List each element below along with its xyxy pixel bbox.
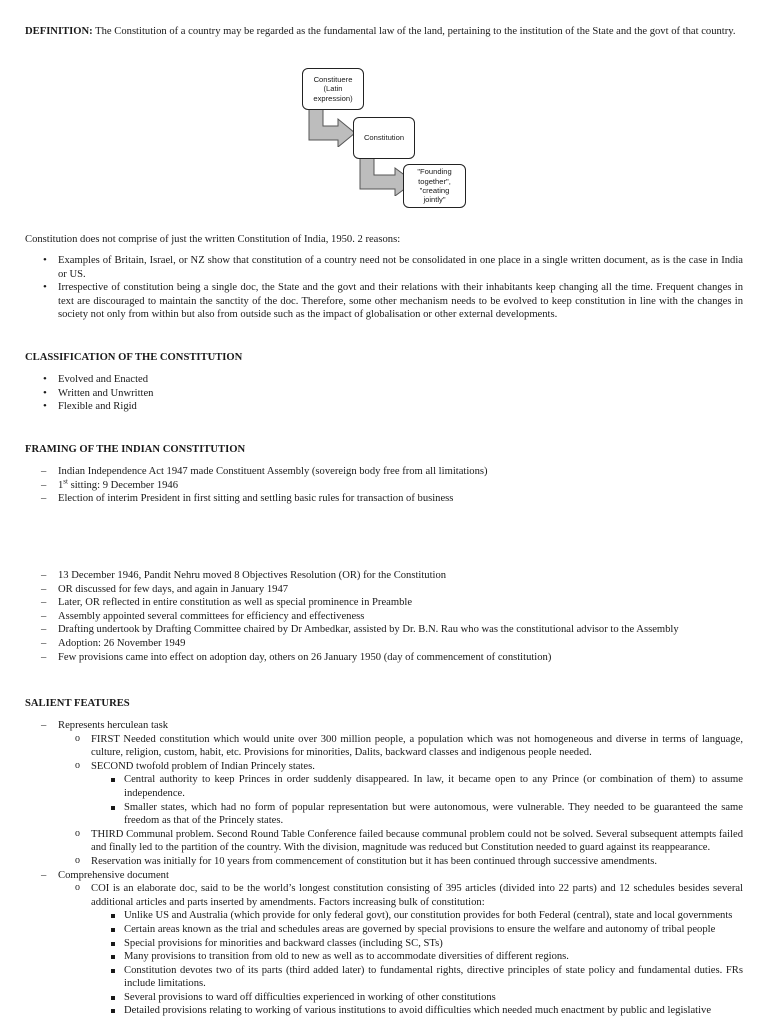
sitting-text: sitting: 9 December 1946 [67, 479, 179, 491]
list-item: o Reservation was initially for 10 years from commencement of constitution but it has been continued through successive amendments. [58, 855, 743, 869]
diagram-box-constituere: Constituere (Latin expression) [302, 68, 364, 110]
list-item: – Indian Independence Act 1947 made Constituent Assembly (sovereign body free from all limitations) [25, 465, 743, 479]
herculean-sublist [25, 733, 743, 869]
salient-list [25, 719, 743, 1018]
list-item: Constitution devotes two of its parts (third added later) to fundamental rights, directive principles of state policy and fundamental duties. FRs include limitations. [91, 964, 743, 991]
list-item: Central authority to keep Princes in order suddenly disappeared. In law, it became open to any Prince (or combination of them) to assume independence. [91, 773, 743, 800]
intro-bullet-list [25, 254, 743, 322]
second-label: SECOND twofold problem of Indian Princely states. [91, 760, 315, 772]
etymology-diagram [0, 0, 768, 220]
list-item: • Flexible and Rigid [25, 400, 743, 414]
list-item [58, 760, 743, 828]
list-item-comprehensive [25, 869, 743, 1019]
list-item: Special provisions for minorities and backward classes (including SC, STs) [91, 937, 743, 951]
arrow-1-icon [306, 109, 358, 147]
definition-label: DEFINITION: [25, 26, 93, 37]
list-item: – 13 December 1946, Pandit Nehru moved 8 Objectives Resolution (OR) for the Constitution [25, 569, 743, 583]
list-item [58, 882, 743, 1018]
list-item: – Adoption: 26 November 1949 [25, 637, 743, 651]
framing-list-a [25, 465, 743, 506]
definition-text: The Constitution of a country may be regarded as the fundamental law of the land, pertaining to the institution of the State and the govt of that country. [92, 26, 736, 37]
list-item: o FIRST Needed constitution which would unite over 300 million people, a population which was not homogeneous and diverse in terms of language, culture, religion, custom, habit, etc. Provisions for minorities, Dalits, backward classes and indigenous people needed. [58, 733, 743, 760]
list-item: • Irrespective of constitution being a single doc, the State and the govt and their relations with their inhabitants keep changing all the time. Frequent changes in text are discouraged to maintain the sanctity of the doc. Therefore, some other mechanism needs to be evolved to keep constitution in line with the changes in society not only from within but also from outside such as the impact of globalisation or other external developments. [25, 281, 743, 322]
list-item: Detailed provisions relating to working of various institutions to avoid difficulties which needed much enactment by public and legislative [91, 1004, 743, 1018]
list-item: – Few provisions came into effect on adoption day, others on 26 January 1950 (day of commencement of constitution) [25, 651, 743, 665]
list-item: – Drafting undertook by Drafting Committee chaired by Dr Ambedkar, assisted by Dr. B.N. Rau who was the constitutional advisor to the Assembly [25, 623, 743, 637]
herculean-label: Represents herculean task [58, 720, 169, 731]
framing-list-b [25, 569, 743, 664]
list-item: Smaller states, which had no form of popular representation but were autonomous, were vulnerable. They needed to be guaranteed the same freedom as that of the Princely states. [91, 801, 743, 828]
comprehensive-label: Comprehensive document [58, 869, 169, 881]
classification-heading: CLASSIFICATION OF THE CONSTITUTION [25, 352, 243, 363]
list-item: – Later, OR reflected in entire constitution as well as special prominence in Preamble [25, 596, 743, 610]
sitting-suffix: st [63, 477, 68, 486]
list-item: Many provisions to transition from old to new as well as to accommodate diversities of different regions. [91, 950, 743, 964]
factors-sublist [58, 909, 743, 1018]
salient-heading: SALIENT FEATURES [25, 698, 130, 709]
list-item: o THIRD Communal problem. Second Round Table Conference failed because communal problem could not be solved. Several subsequent attempts failed and finally led to the partition of the country. With the division, magnitude was reduced but Constitution needed to guard against its reappearance. [58, 828, 743, 855]
comprehensive-sublist [25, 882, 743, 1018]
second-sublist [58, 773, 743, 827]
list-item: – Assembly appointed several committees for efficiency and effectiveness [25, 610, 743, 624]
list-item: Certain areas known as the trial and schedules areas are governed by special provisions to ensure the welfare and autonomy of tribal people [91, 923, 743, 937]
list-item: • Examples of Britain, Israel, or NZ show that constitution of a country need not be consolidated in one place in a single written document, as is the case in India or US. [25, 254, 743, 281]
coi-text: COI is an elaborate doc, said to be the world’s longest constitution consisting of 395 articles (divided into 22 parts) and 12 schedules besides several additional articles and parts inserted by amendments. Factors increasing bulk of constitution: [91, 883, 743, 908]
list-item-herculean [25, 719, 743, 869]
list-item: – OR discussed for few days, and again in January 1947 [25, 583, 743, 597]
list-item: • Written and Unwritten [25, 387, 743, 401]
sitting-number: 1 [58, 479, 64, 491]
diagram-box-founding-together: "Founding together", "creating jointly" [403, 164, 466, 208]
diagram-box-constitution: Constitution [353, 117, 415, 159]
list-item: • Evolved and Enacted [25, 373, 743, 387]
list-item: Several provisions to ward off difficulties experienced in working of other constitutions [91, 991, 743, 1005]
list-item: Unlike US and Australia (which provide for only federal govt), our constitution provides for both Federal (central), state and local governments [91, 909, 743, 923]
list-item [25, 479, 743, 493]
framing-heading: FRAMING OF THE INDIAN CONSTITUTION [25, 444, 246, 455]
list-item: – Election of interim President in first sitting and settling basic rules for transaction of business [25, 492, 743, 506]
intro-paragraph: Constitution does not comprise of just the written Constitution of India, 1950. 2 reasons: [25, 234, 401, 245]
classification-list [25, 373, 743, 414]
